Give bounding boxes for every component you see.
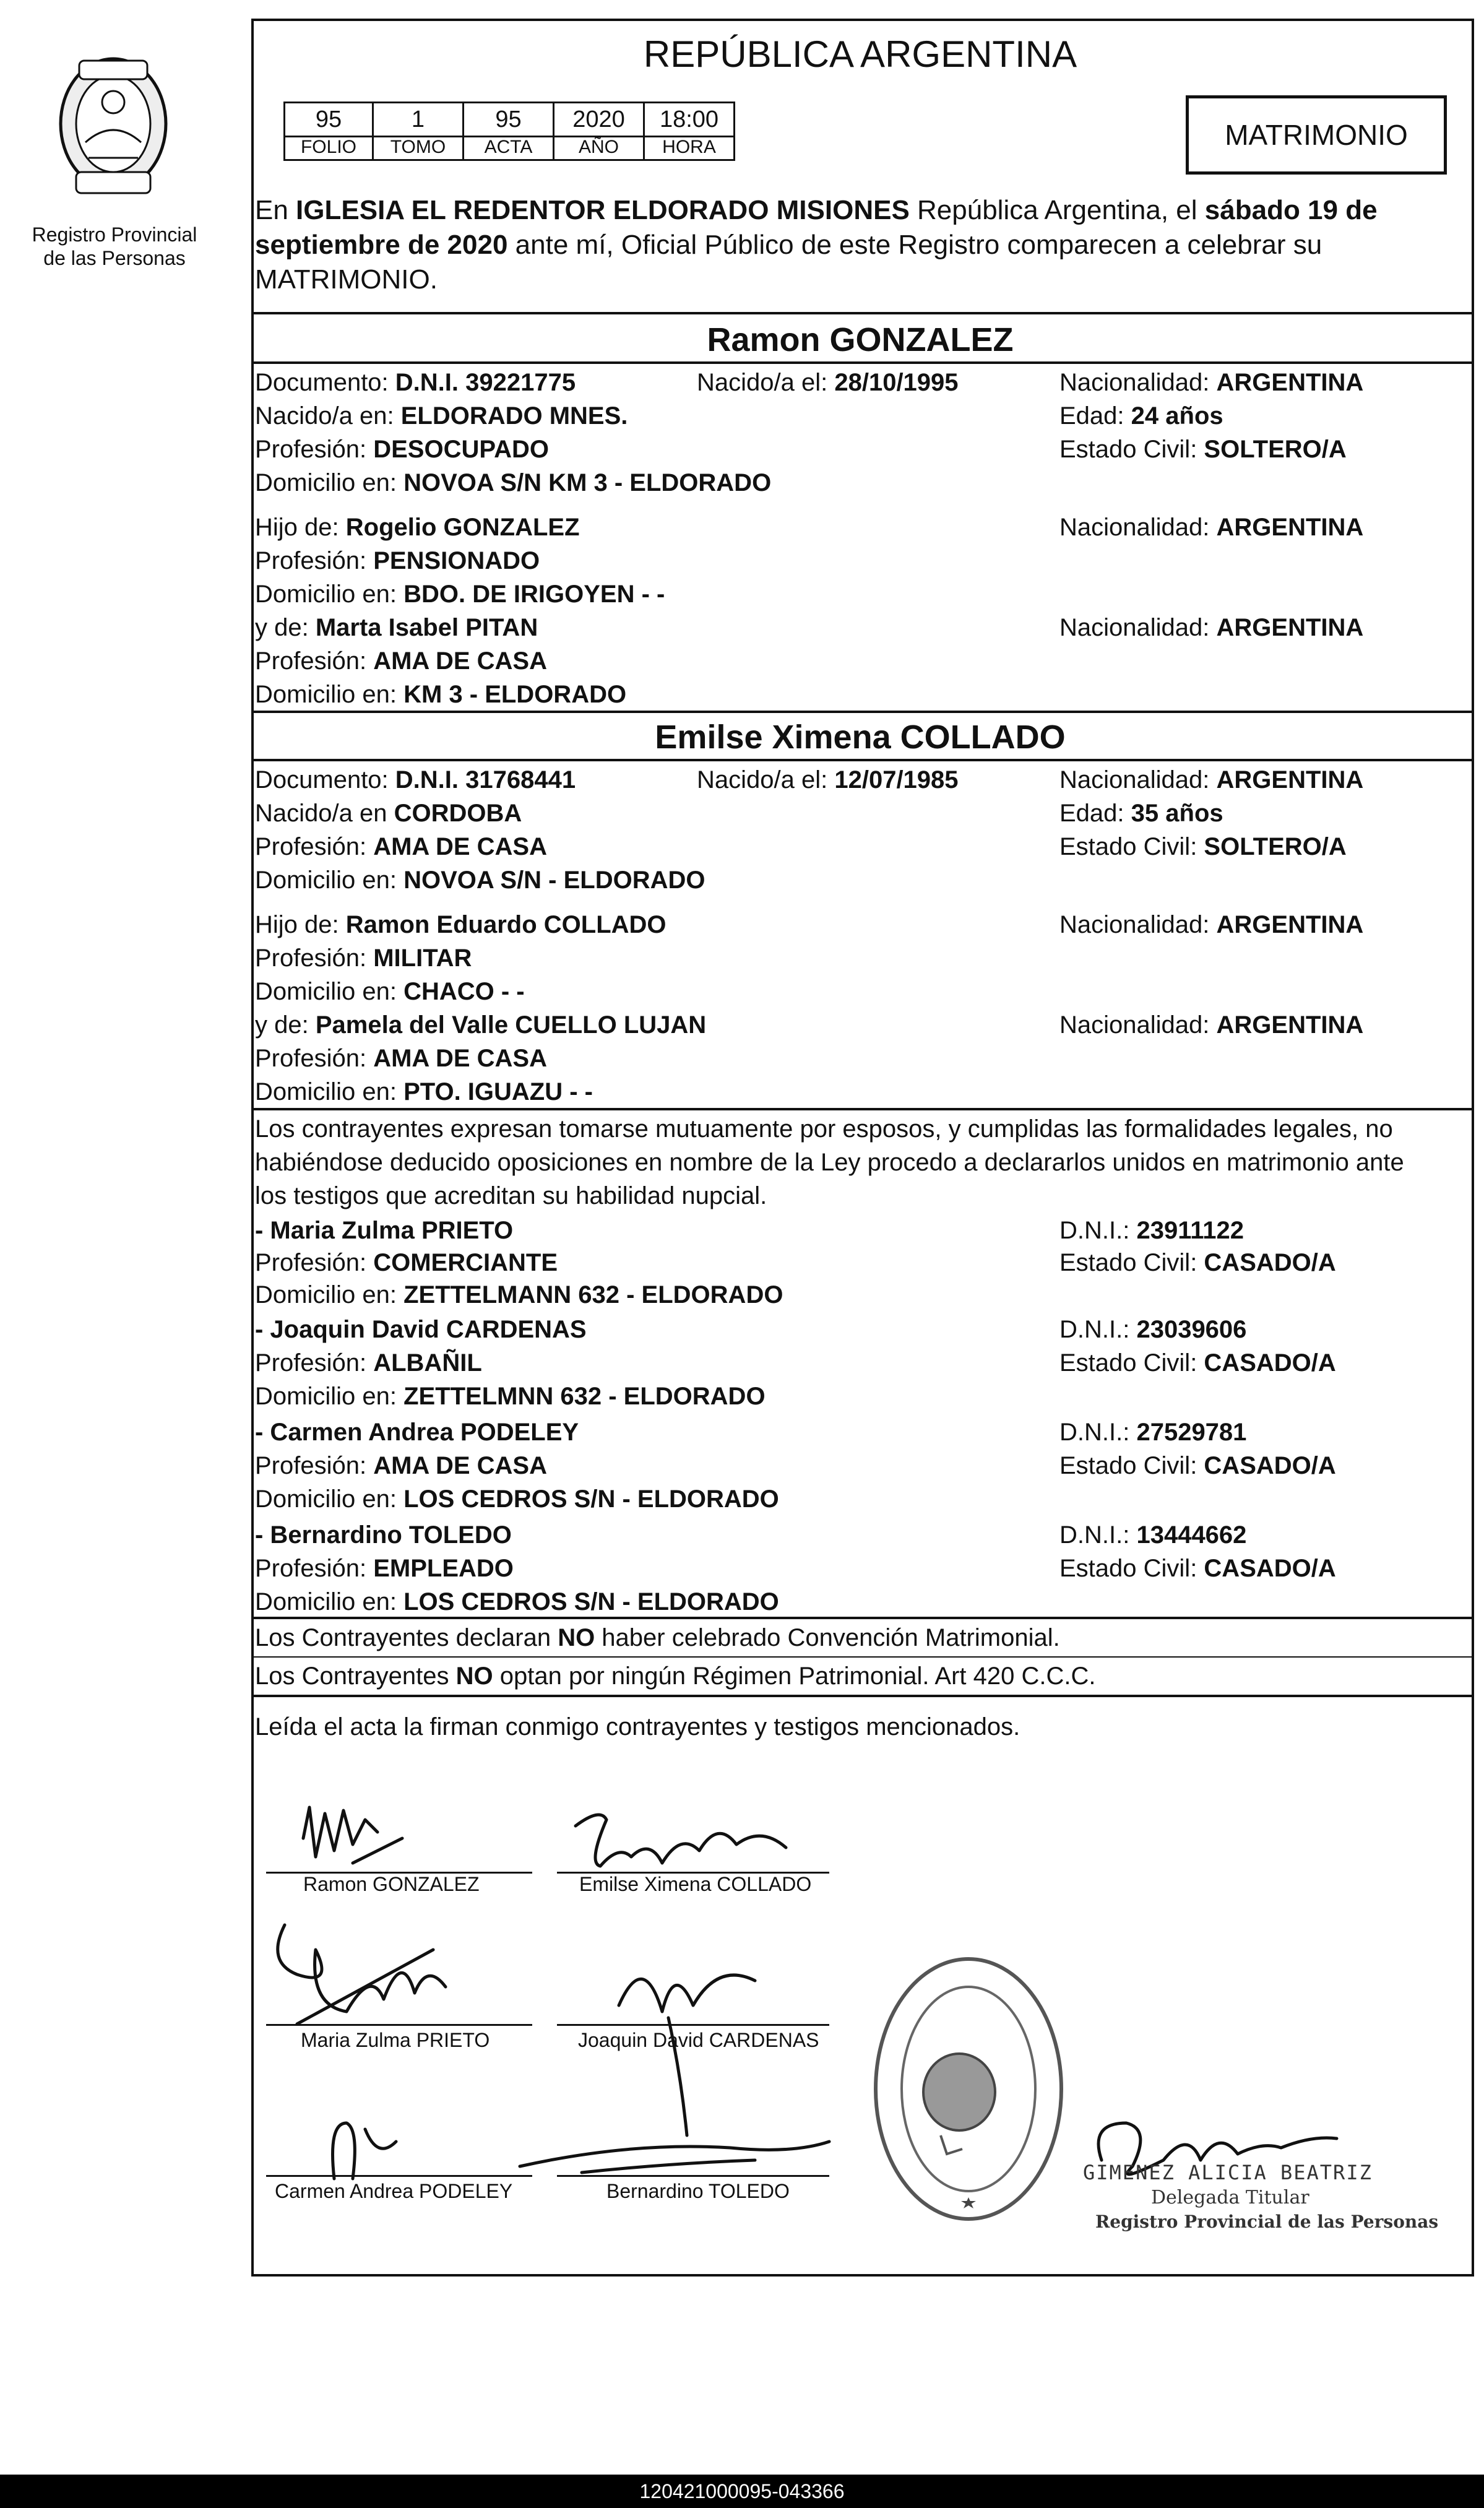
registry-name: Registro Provincial de las Personas (32, 223, 197, 269)
record-fields (283, 102, 735, 176)
divider (252, 361, 1472, 364)
country-title: REPÚBLICA ARGENTINA (643, 33, 1077, 75)
witness-1-dni: D.N.I.: 23911122 (1059, 1217, 1245, 1244)
signature-ramon-scribble (291, 1801, 427, 1882)
spouse1-mother-nacionalidad: Nacionalidad: ARGENTINA (1059, 614, 1364, 641)
spouse2-mother-domicilio: Domicilio en: PTO. IGUAZU - - (255, 1078, 593, 1105)
spouse1-nacionalidad: Nacionalidad: ARGENTINA (1059, 369, 1364, 396)
spouse2-nacido-en: Nacido/a en CORDOBA (255, 800, 522, 827)
spouse2-father-nacionalidad: Nacionalidad: ARGENTINA (1059, 911, 1364, 938)
divider (252, 1695, 1472, 1697)
witness-4-profesion: Profesión: EMPLEADO (255, 1555, 514, 1582)
witness-2-domicilio: Domicilio en: ZETTELMNN 632 - ELDORADO (255, 1383, 766, 1410)
divider (252, 312, 1472, 314)
province-seal-icon (42, 50, 184, 217)
intro-line-2: septiembre de 2020 ante mí, Oficial Público de este Registro comparecen a celebrar su (255, 230, 1322, 260)
spouse2-name: Emilse Ximena COLLADO (655, 719, 1066, 756)
regimen-statement: Los Contrayentes NO optan por ningún Régimen Patrimonial. Art 420 C.C.C. (255, 1663, 1096, 1690)
spouse1-mother-profesion: Profesión: AMA DE CASA (255, 647, 547, 675)
acta-value: 95 (462, 102, 554, 137)
witness-1-domicilio: Domicilio en: ZETTELMANN 632 - ELDORADO (255, 1281, 783, 1308)
signature-line (557, 2175, 829, 2177)
hora-label: HORA (643, 136, 735, 161)
signature-line (266, 2024, 532, 2026)
witness-3-estado: Estado Civil: CASADO/A (1059, 1452, 1336, 1479)
signature-name-toledo: Bernardino TOLEDO (606, 2180, 790, 2202)
witness-1-profesion: Profesión: COMERCIANTE (255, 1249, 558, 1276)
folio-label: FOLIO (283, 136, 374, 161)
witness-2-estado: Estado Civil: CASADO/A (1059, 1349, 1336, 1377)
spouse2-nacionalidad: Nacionalidad: ARGENTINA (1059, 766, 1364, 793)
divider (252, 711, 1472, 713)
spouse2-nacido-el: Nacido/a el: 12/07/1985 (697, 766, 959, 793)
signature-line (266, 2175, 532, 2177)
signature-name-cardenas: Joaquin David CARDENAS (578, 2029, 819, 2051)
convention-statement: Los Contrayentes declaran NO haber celebrado Convención Matrimonial. (255, 1624, 1060, 1651)
spouse1-father-domicilio: Domicilio en: BDO. DE IRIGOYEN - - (255, 581, 665, 608)
official-title: Delegada Titular (1151, 2187, 1309, 2208)
spouse1-father: Hijo de: Rogelio GONZALEZ (255, 514, 580, 541)
spouse1-nacido-en: Nacido/a en: ELDORADO MNES. (255, 402, 628, 430)
official-stamp (866, 1950, 1071, 2228)
spouse1-mother-domicilio: Domicilio en: KM 3 - ELDORADO (255, 681, 627, 708)
official-name: GIMENEZ ALICIA BEATRIZ (1083, 2161, 1373, 2184)
divider (252, 1656, 1472, 1658)
stamp-icon (866, 1950, 1071, 2228)
signature-name-emilse: Emilse Ximena COLLADO (579, 1873, 812, 1895)
witness-3-profesion: Profesión: AMA DE CASA (255, 1452, 547, 1479)
spouse2-domicilio: Domicilio en: NOVOA S/N - ELDORADO (255, 867, 705, 894)
footer-bar (0, 2475, 1484, 2508)
folio-value: 95 (283, 102, 374, 137)
spouse2-documento: Documento: D.N.I. 31768441 (255, 766, 576, 793)
spouse2-mother-profesion: Profesión: AMA DE CASA (255, 1045, 547, 1072)
witness-1-estado: Estado Civil: CASADO/A (1059, 1249, 1336, 1276)
witness-3-domicilio: Domicilio en: LOS CEDROS S/N - ELDORADO (255, 1485, 779, 1513)
spouse1-father-nacionalidad: Nacionalidad: ARGENTINA (1059, 514, 1364, 541)
footer-code: 120421000095-043366 (639, 2480, 845, 2502)
spouse1-profesion: Profesión: DESOCUPADO (255, 436, 549, 463)
province-logo (42, 50, 184, 217)
signature-prieto-scribble (260, 1913, 458, 2030)
signature-line (557, 2024, 829, 2026)
witness-2-profesion: Profesión: ALBAÑIL (255, 1349, 482, 1377)
tomo-value: 1 (372, 102, 464, 137)
spouse2-mother: y de: Pamela del Valle CUELLO LUJAN (255, 1011, 707, 1039)
anio-value: 2020 (553, 102, 645, 137)
spouse1-name: Ramon GONZALEZ (707, 321, 1014, 358)
signature-podeley-scribble (297, 2104, 421, 2185)
signature-name-ramon: Ramon GONZALEZ (303, 1873, 480, 1895)
spouse2-father-domicilio: Domicilio en: CHACO - - (255, 978, 525, 1005)
spouse2-father: Hijo de: Ramon Eduardo COLLADO (255, 911, 667, 938)
witness-4-domicilio: Domicilio en: LOS CEDROS S/N - ELDORADO (255, 1588, 779, 1615)
hora-value: 18:00 (643, 102, 735, 137)
spouse1-nacido-el: Nacido/a el: 28/10/1995 (697, 369, 959, 396)
spouse2-estado-civil: Estado Civil: SOLTERO/A (1059, 833, 1347, 860)
divider (252, 1108, 1472, 1110)
witness-3-name: - Carmen Andrea PODELEY (255, 1419, 579, 1446)
closing-statement: Leída el acta la firman conmigo contrayentes y testigos mencionados. (255, 1713, 1020, 1740)
witness-2-dni: D.N.I.: 23039606 (1059, 1316, 1247, 1343)
spouse2-mother-nacionalidad: Nacionalidad: ARGENTINA (1059, 1011, 1364, 1039)
signature-name-prieto: Maria Zulma PRIETO (301, 2029, 490, 2051)
spouse1-mother: y de: Marta Isabel PITAN (255, 614, 538, 641)
witness-2-name: - Joaquin David CARDENAS (255, 1316, 587, 1343)
official-registry: Registro Provincial de las Personas (1095, 2212, 1439, 2232)
declaration-line-1: Los contrayentes expresan tomarse mutuamente por esposos, y cumplidas las formalidades legales, no (255, 1115, 1393, 1143)
witness-1-name: - Maria Zulma PRIETO (255, 1217, 514, 1244)
declaration-line-2: habiéndose deducido oposiciones en nombre de la Ley procedo a declararlos unidos en matrimonio ante (255, 1149, 1404, 1176)
witness-4-dni: D.N.I.: 13444662 (1059, 1521, 1247, 1549)
divider (252, 759, 1472, 761)
spouse1-domicilio: Domicilio en: NOVOA S/N KM 3 - ELDORADO (255, 469, 772, 496)
signature-toledo-scribble (507, 2129, 854, 2179)
intro-line-1: En IGLESIA EL REDENTOR ELDORADO MISIONES República Argentina, el sábado 19 de (255, 195, 1378, 225)
witness-4-name: - Bernardino TOLEDO (255, 1521, 512, 1549)
spouse1-estado-civil: Estado Civil: SOLTERO/A (1059, 436, 1347, 463)
witness-4-estado: Estado Civil: CASADO/A (1059, 1555, 1336, 1582)
declaration-line-3: los testigos que acreditan su habilidad nupcial. (255, 1182, 767, 1209)
spouse2-father-profesion: Profesión: MILITAR (255, 945, 472, 972)
divider (252, 1617, 1472, 1619)
record-type-box: MATRIMONIO (1186, 95, 1447, 175)
signature-emilse-scribble (563, 1807, 798, 1875)
signature-name-podeley: Carmen Andrea PODELEY (275, 2180, 513, 2202)
intro-line-3: MATRIMONIO. (255, 264, 438, 295)
spouse2-profesion: Profesión: AMA DE CASA (255, 833, 547, 860)
tomo-label: TOMO (372, 136, 464, 161)
spouse1-edad: Edad: 24 años (1059, 402, 1223, 430)
spouse2-edad: Edad: 35 años (1059, 800, 1223, 827)
witness-3-dni: D.N.I.: 27529781 (1059, 1419, 1247, 1446)
spouse1-documento: Documento: D.N.I. 39221775 (255, 369, 576, 396)
anio-label: AÑO (553, 136, 645, 161)
spouse1-father-profesion: Profesión: PENSIONADO (255, 547, 540, 574)
acta-label: ACTA (462, 136, 554, 161)
